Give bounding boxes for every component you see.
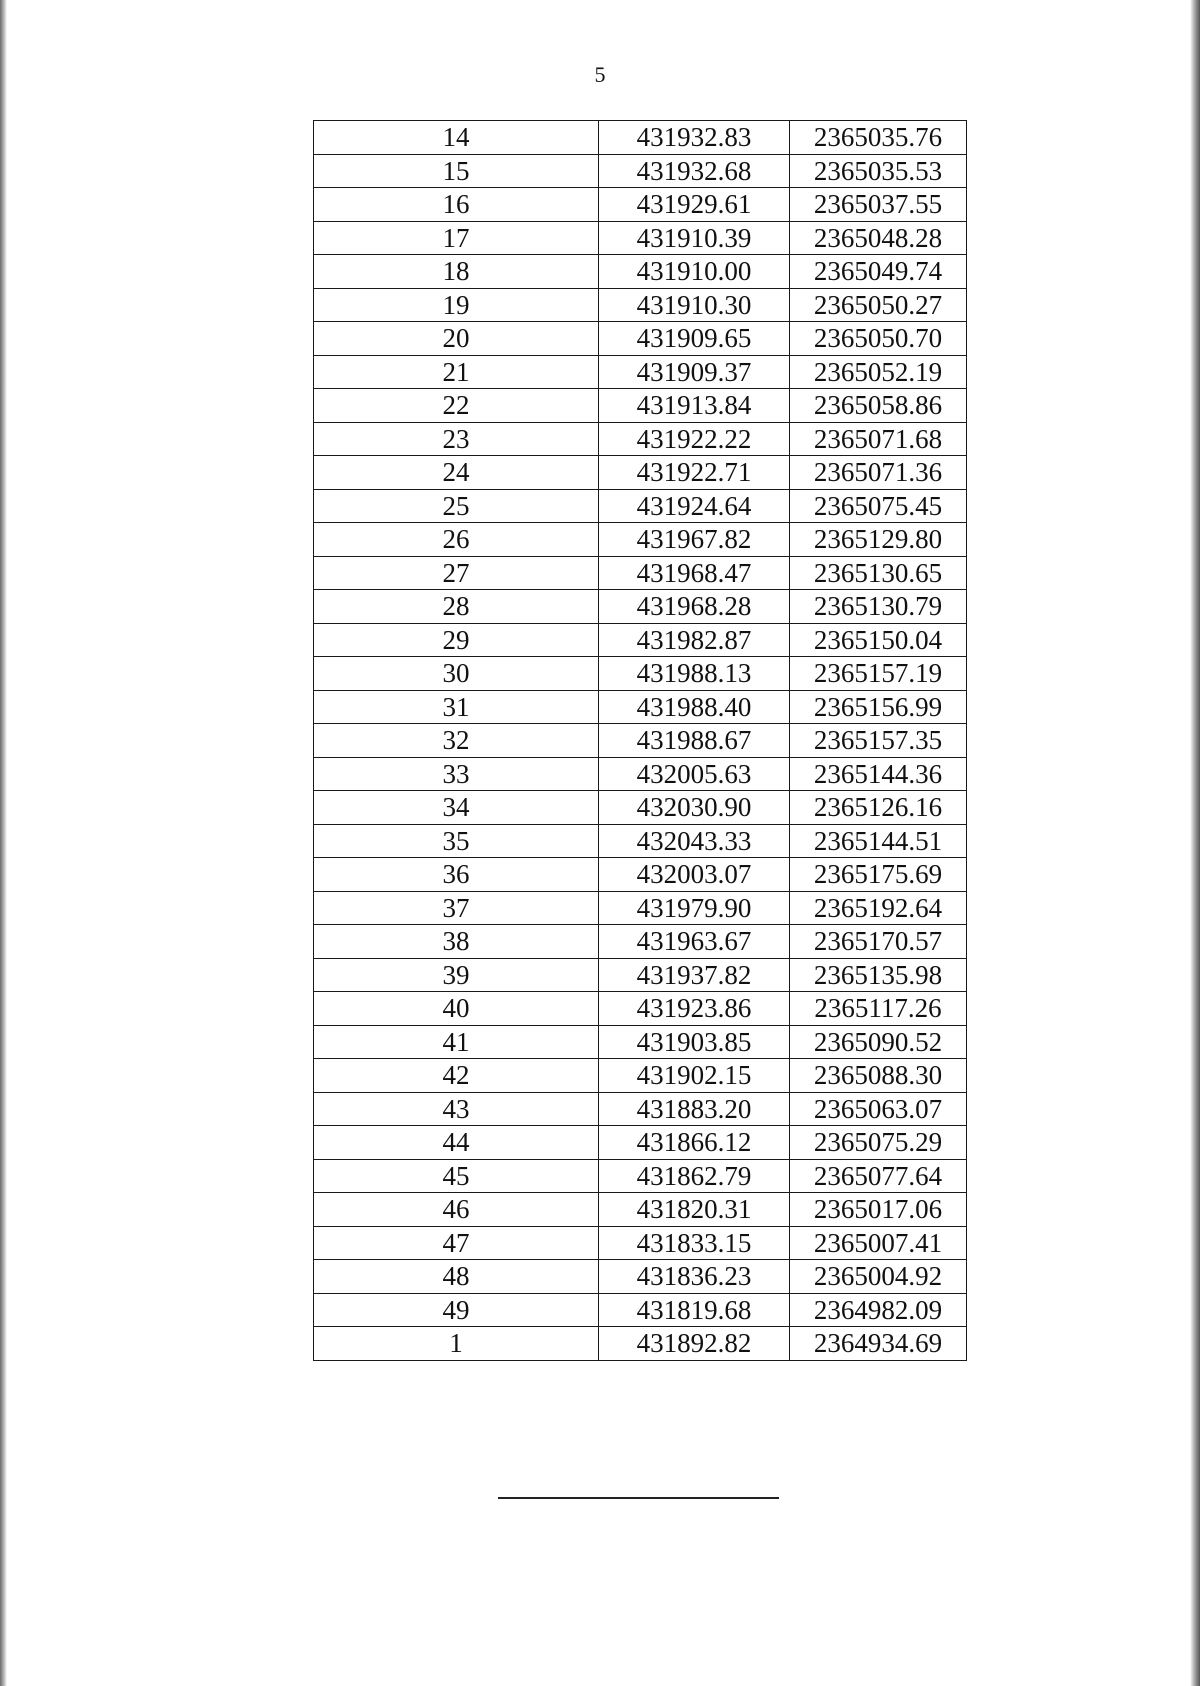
y-coordinate-cell: 2365144.51: [790, 824, 967, 858]
x-coordinate-cell: 431932.68: [599, 154, 790, 188]
x-coordinate-cell: 431922.71: [599, 456, 790, 490]
y-coordinate-cell: 2365050.70: [790, 322, 967, 356]
y-coordinate-cell: 2365135.98: [790, 958, 967, 992]
point-number-cell: 43: [314, 1092, 599, 1126]
scan-edge-right: [1190, 0, 1200, 1686]
x-coordinate-cell: 431910.39: [599, 221, 790, 255]
point-number-cell: 31: [314, 690, 599, 724]
y-coordinate-cell: 2364982.09: [790, 1293, 967, 1327]
table-row: [314, 121, 967, 155]
point-number-cell: 49: [314, 1293, 599, 1327]
table-row: [314, 1059, 967, 1093]
footer-rule: [498, 1497, 779, 1499]
y-coordinate-cell: 2365058.86: [790, 389, 967, 423]
table-row: [314, 188, 967, 222]
table-row: [314, 288, 967, 322]
point-number-cell: 41: [314, 1025, 599, 1059]
y-coordinate-cell: 2365130.79: [790, 590, 967, 624]
x-coordinate-cell: 431968.28: [599, 590, 790, 624]
table-row: [314, 623, 967, 657]
x-coordinate-cell: 431819.68: [599, 1293, 790, 1327]
table-row: [314, 1293, 967, 1327]
y-coordinate-cell: 2365130.65: [790, 556, 967, 590]
y-coordinate-cell: 2365192.64: [790, 891, 967, 925]
table-row: [314, 891, 967, 925]
table-row: [314, 858, 967, 892]
x-coordinate-cell: 431988.40: [599, 690, 790, 724]
y-coordinate-cell: 2365071.68: [790, 422, 967, 456]
point-number-cell: 14: [314, 121, 599, 155]
table-row: [314, 1226, 967, 1260]
y-coordinate-cell: 2365063.07: [790, 1092, 967, 1126]
table-row: [314, 1327, 967, 1361]
x-coordinate-cell: 431932.83: [599, 121, 790, 155]
point-number-cell: 26: [314, 523, 599, 557]
table-row: [314, 590, 967, 624]
table-row: [314, 992, 967, 1026]
y-coordinate-cell: 2364934.69: [790, 1327, 967, 1361]
table-row: [314, 1126, 967, 1160]
x-coordinate-cell: 432043.33: [599, 824, 790, 858]
point-number-cell: 33: [314, 757, 599, 791]
x-coordinate-cell: 432003.07: [599, 858, 790, 892]
point-number-cell: 24: [314, 456, 599, 490]
coordinates-table: [313, 120, 967, 1361]
x-coordinate-cell: 431967.82: [599, 523, 790, 557]
x-coordinate-cell: 431988.67: [599, 724, 790, 758]
y-coordinate-cell: 2365048.28: [790, 221, 967, 255]
x-coordinate-cell: 431902.15: [599, 1059, 790, 1093]
y-coordinate-cell: 2365150.04: [790, 623, 967, 657]
point-number-cell: 21: [314, 355, 599, 389]
table-row: [314, 255, 967, 289]
point-number-cell: 27: [314, 556, 599, 590]
x-coordinate-cell: 431923.86: [599, 992, 790, 1026]
x-coordinate-cell: 431913.84: [599, 389, 790, 423]
table-row: [314, 791, 967, 825]
point-number-cell: 42: [314, 1059, 599, 1093]
y-coordinate-cell: 2365050.27: [790, 288, 967, 322]
point-number-cell: 35: [314, 824, 599, 858]
point-number-cell: 46: [314, 1193, 599, 1227]
point-number-cell: 39: [314, 958, 599, 992]
point-number-cell: 22: [314, 389, 599, 423]
point-number-cell: 18: [314, 255, 599, 289]
table-row: [314, 221, 967, 255]
table-row: [314, 757, 967, 791]
point-number-cell: 17: [314, 221, 599, 255]
point-number-cell: 20: [314, 322, 599, 356]
scan-edge-left: [0, 0, 7, 1686]
x-coordinate-cell: 431963.67: [599, 925, 790, 959]
y-coordinate-cell: 2365117.26: [790, 992, 967, 1026]
table-row: [314, 690, 967, 724]
y-coordinate-cell: 2365052.19: [790, 355, 967, 389]
y-coordinate-cell: 2365075.45: [790, 489, 967, 523]
table-row: [314, 958, 967, 992]
y-coordinate-cell: 2365156.99: [790, 690, 967, 724]
coordinates-table-body: [314, 121, 967, 1361]
x-coordinate-cell: 431979.90: [599, 891, 790, 925]
table-row: [314, 422, 967, 456]
table-row: [314, 355, 967, 389]
point-number-cell: 40: [314, 992, 599, 1026]
point-number-cell: 23: [314, 422, 599, 456]
table-row: [314, 724, 967, 758]
point-number-cell: 30: [314, 657, 599, 691]
point-number-cell: 47: [314, 1226, 599, 1260]
x-coordinate-cell: 431866.12: [599, 1126, 790, 1160]
point-number-cell: 32: [314, 724, 599, 758]
y-coordinate-cell: 2365175.69: [790, 858, 967, 892]
x-coordinate-cell: 431937.82: [599, 958, 790, 992]
x-coordinate-cell: 431820.31: [599, 1193, 790, 1227]
table-row: [314, 1025, 967, 1059]
y-coordinate-cell: 2365037.55: [790, 188, 967, 222]
y-coordinate-cell: 2365004.92: [790, 1260, 967, 1294]
point-number-cell: 48: [314, 1260, 599, 1294]
x-coordinate-cell: 431892.82: [599, 1327, 790, 1361]
x-coordinate-cell: 431910.00: [599, 255, 790, 289]
x-coordinate-cell: 431924.64: [599, 489, 790, 523]
x-coordinate-cell: 431909.37: [599, 355, 790, 389]
y-coordinate-cell: 2365144.36: [790, 757, 967, 791]
x-coordinate-cell: 431929.61: [599, 188, 790, 222]
table-row: [314, 657, 967, 691]
page-number: 5: [594, 62, 606, 87]
point-number-cell: 45: [314, 1159, 599, 1193]
y-coordinate-cell: 2365129.80: [790, 523, 967, 557]
point-number-cell: 15: [314, 154, 599, 188]
y-coordinate-cell: 2365017.06: [790, 1193, 967, 1227]
x-coordinate-cell: 431833.15: [599, 1226, 790, 1260]
x-coordinate-cell: 431836.23: [599, 1260, 790, 1294]
table-row: [314, 925, 967, 959]
y-coordinate-cell: 2365126.16: [790, 791, 967, 825]
table-row: [314, 456, 967, 490]
x-coordinate-cell: 432005.63: [599, 757, 790, 791]
x-coordinate-cell: 431968.47: [599, 556, 790, 590]
x-coordinate-cell: 431883.20: [599, 1092, 790, 1126]
table-row: [314, 1193, 967, 1227]
x-coordinate-cell: 431909.65: [599, 322, 790, 356]
table-row: [314, 154, 967, 188]
y-coordinate-cell: 2365071.36: [790, 456, 967, 490]
table-row: [314, 1092, 967, 1126]
x-coordinate-cell: 431982.87: [599, 623, 790, 657]
x-coordinate-cell: 431922.22: [599, 422, 790, 456]
y-coordinate-cell: 2365088.30: [790, 1059, 967, 1093]
x-coordinate-cell: 431862.79: [599, 1159, 790, 1193]
table-row: [314, 1260, 967, 1294]
y-coordinate-cell: 2365157.19: [790, 657, 967, 691]
point-number-cell: 25: [314, 489, 599, 523]
point-number-cell: 1: [314, 1327, 599, 1361]
point-number-cell: 44: [314, 1126, 599, 1160]
point-number-cell: 28: [314, 590, 599, 624]
point-number-cell: 34: [314, 791, 599, 825]
y-coordinate-cell: 2365035.76: [790, 121, 967, 155]
y-coordinate-cell: 2365157.35: [790, 724, 967, 758]
point-number-cell: 29: [314, 623, 599, 657]
y-coordinate-cell: 2365049.74: [790, 255, 967, 289]
y-coordinate-cell: 2365007.41: [790, 1226, 967, 1260]
y-coordinate-cell: 2365077.64: [790, 1159, 967, 1193]
table-row: [314, 556, 967, 590]
x-coordinate-cell: 431903.85: [599, 1025, 790, 1059]
table-row: [314, 824, 967, 858]
point-number-cell: 37: [314, 891, 599, 925]
table-row: [314, 523, 967, 557]
point-number-cell: 19: [314, 288, 599, 322]
table-row: [314, 489, 967, 523]
y-coordinate-cell: 2365035.53: [790, 154, 967, 188]
x-coordinate-cell: 431988.13: [599, 657, 790, 691]
y-coordinate-cell: 2365170.57: [790, 925, 967, 959]
table-row: [314, 389, 967, 423]
table-row: [314, 322, 967, 356]
table-row: [314, 1159, 967, 1193]
y-coordinate-cell: 2365075.29: [790, 1126, 967, 1160]
x-coordinate-cell: 431910.30: [599, 288, 790, 322]
x-coordinate-cell: 432030.90: [599, 791, 790, 825]
point-number-cell: 36: [314, 858, 599, 892]
y-coordinate-cell: 2365090.52: [790, 1025, 967, 1059]
point-number-cell: 16: [314, 188, 599, 222]
point-number-cell: 38: [314, 925, 599, 959]
